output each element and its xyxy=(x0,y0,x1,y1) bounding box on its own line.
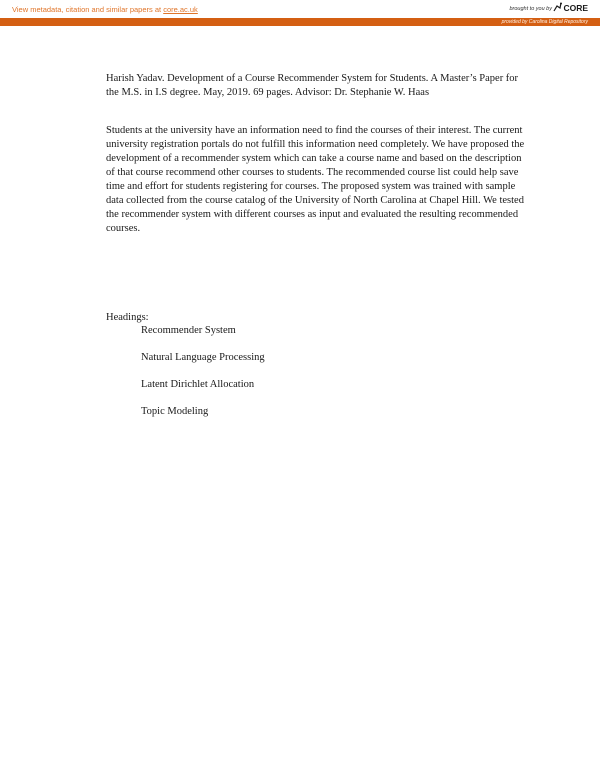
heading-item: Topic Modeling xyxy=(141,406,209,417)
heading-item: Recommender System xyxy=(141,325,236,336)
headings-label: Headings: xyxy=(106,312,149,323)
core-brand-text: CORE xyxy=(563,3,588,13)
metadata-link-text: View metadata, citation and similar papers at xyxy=(12,5,164,14)
brought-to-you-text: brought to you by xyxy=(509,6,552,12)
abstract-paragraph: Students at the university have an information need to find the courses of their interest. The current university registration portals do not fulfill this information need completely. We have proposed the development of a recommender system which can take a course name and based on the description of that course recommend other courses to students. The recommended course list could help save time and effort for students registering for courses. The proposed system was trained with sample data collected from the course catalog of the University of North Carolina at Chapel Hill. We tested the recommender system with different courses as input and evaluated the resulting recommended courses. xyxy=(106,125,525,234)
provided-by-text: provided by Carolina Digital Repository xyxy=(501,19,588,25)
heading-item: Natural Language Processing xyxy=(141,352,265,363)
citation-paragraph: Harish Yadav. Development of a Course Recommender System for Students. A Master’s Paper for the M.S. in I.S degree. May, 2019. 69 pages. Advisor: Dr. Stephanie W. Haas xyxy=(106,73,519,98)
core-logo-icon xyxy=(553,2,562,13)
core-metadata-link[interactable] xyxy=(12,5,198,14)
heading-item: Latent Dirichlet Allocation xyxy=(141,379,255,390)
core-site-link[interactable]: core.ac.uk xyxy=(163,5,198,14)
core-logo[interactable] xyxy=(563,3,588,13)
core-banner xyxy=(0,0,600,18)
